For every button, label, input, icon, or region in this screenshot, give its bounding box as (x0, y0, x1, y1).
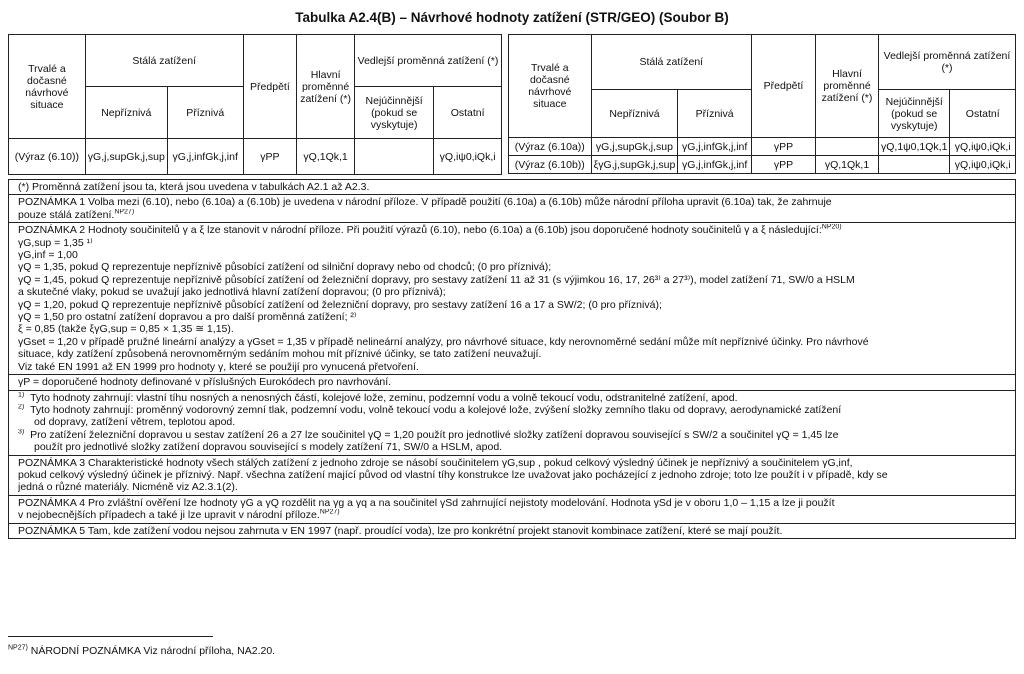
star-note: (*) Proměnná zatížení jsou ta, která jsou uvedena v tabulkách A2.1 až A2.3. (18, 181, 370, 193)
notes-block (8, 179, 1016, 539)
table-row (509, 156, 1016, 174)
header-others: Ostatní (434, 87, 502, 139)
cell-prestress: γPP (751, 156, 815, 174)
coef-line: γQ = 1,45, pokud Q reprezentuje nepříznivě působící zatížení od železniční dopravy, pro sestavy zatížení 11 až 31 (s výjimkou 16, 17, 26³⁾ a 27³⁾), model zatížení 71, SW/0 a HSLM (18, 273, 855, 286)
design-values-table-6-10 (8, 34, 502, 175)
footnote-divider (8, 636, 213, 637)
gamma-p-note: γP = doporučené hodnoty definované v příslušných Eurokódech pro navrhování. (9, 374, 1015, 389)
coef-line: a skutečné vlaky, pokud se uvažují jako jednotlivá hlavní zatížení dopravou; (0 pro příznivá); (18, 286, 446, 299)
coef-line: ξ = 0,85 (takže ξγG,sup = 0,85 × 1,35 ≅ 1,15). (18, 323, 234, 336)
coef-line: γQ = 1,50 pro ostatní zatížení dopravou a pro další proměnná zatížení; ²⁾ (18, 311, 357, 324)
cell-main (878, 156, 949, 174)
coef-line: γQ = 1,35, pokud Q reprezentuje nepříznivě působící zatížení od silniční dopravy nebo od chodců; (0 pro příznivá); (18, 261, 552, 274)
header-prestress: Předpětí (243, 35, 297, 139)
cell-unfavourable: ξγG,j,supGk,j,sup (591, 156, 678, 174)
design-values-table-6-10ab (508, 34, 1016, 174)
header-situation: Trvalé a dočasné návrhové situace (509, 35, 592, 138)
cell-favourable: γG,j,infGk,j,inf (678, 138, 752, 156)
header-permanent: Stálá zatížení (591, 35, 751, 90)
footnote-2: $^{2)}$ Tyto hodnoty zahrnují: proměnný vodorovný zemní tlak, podzemní vodu, volně tekoucí vodu a kolejové lože, zvýšení složky zemního tlaku od dopravy, aerodynamické zatížení (18, 403, 842, 416)
note-1: POZNÁMKA 1 Volba mezi (6.10), nebo (6.10a) a (6.10b) je uvedena v národní příloze. V případě použití (6.10a) a (6.10b) může národní příloha upravit (6.10a) tak, že zahrnuje pouze stálá zatížení.$^{NP27)}$ (9, 194, 1015, 222)
note-4: POZNÁMKA 4 Pro zvláštní ověření lze hodnoty γG a γQ rozdělit na γg a γq a na součinitel γSd zahrnující nejistoty modelování. Hodnota γSd je v oboru 1,0 – 1,15 a lze ji použít v nejobecnějších případech a také ji lze upravit v národní příloze.$^{NP27)}$ (9, 495, 1015, 523)
cell-prestress: γPP (243, 139, 297, 175)
header-permanent: Stálá zatížení (85, 35, 243, 87)
footnote-3: $^{3)}$ Pro zatížení železniční dopravou u sestav zatížení 26 a 27 lze součinitel γQ = 1,20 použít pro jednotlivé složky zatížení dopravou související s SW/2 a součinitel γQ = 1,45 lze (18, 428, 839, 441)
cell-leading: γQ,1Qk,1 (816, 156, 879, 174)
cell-main (354, 139, 433, 175)
cell-others: γQ,iψ0,iQk,i (950, 156, 1016, 174)
header-main: Nejúčinnější (pokud se vyskytuje) (354, 87, 433, 139)
row-label: (Výraz (6.10b)) (509, 156, 592, 174)
header-unfavourable: Nepříznivá (85, 87, 167, 139)
coef-line: situace, kdy zatížení způsobená nerovnoměrným sedáním mohou mít příznivé účinky, se tato zatížení neuvažují. (18, 348, 542, 361)
cell-leading (816, 138, 879, 156)
coef-line: γG,sup = 1,35 ¹⁾ (18, 236, 93, 249)
coef-line: γG,inf = 1,00 (18, 249, 78, 262)
row-label: (Výraz (6.10a)) (509, 138, 592, 156)
note-2: POZNÁMKA 2 Hodnoty součinitelů γ a ξ lze stanovit v národní příloze. Při použití výrazů (6.10), nebo (6.10a) a (6.10b) jsou doporučené hodnoty součinitelů γ a ξ následující:$^{NP20)}$ γG,sup = 1,35 ¹⁾ γG,inf = 1,00 γQ = 1,35, pokud Q reprezentuje nepříznivě působící zatížení od silniční dopravy nebo od chodců; (0 pro příznivá); γQ = 1,45, pokud Q reprezentuje nepříznivě působící zatížení od železniční dopravy, pro sestavy zatížení 11 až 31 (s výjimkou 16, 17, 26³⁾ a 27³⁾), model zatížení 71, SW/0 a HSLM a skutečné vlaky, pokud se uvažují jako jednotlivá hlavní zatížení dopravou; (0 pro příznivá); γQ = 1,20, pokud Q reprezentuje nepříznivě působící zatížení od železniční dopravy, pro sestavy zatížení 16 a 17 a SW/2; (0 pro příznivá); γQ = 1,50 pro ostatní zatížení dopravou a pro další proměnná zatížení; ²⁾ ξ = 0,85 (takže ξγG,sup = 0,85 × 1,35 ≅ 1,15). γGset = 1,20 v případě pružné lineární analýzy a γGset = 1,35 v případě nelineární analýzy, pro návrhové situace, kdy nerovnoměrné sedání může mít nepříznivé účinky. Pro návrhové situace, kdy zatížení způsobená nerovnoměrným sedáním mohou mít příznivé účinky, se tato zatížení neuvažují. Viz také EN 1991 až EN 1999 pro hodnoty γ, které se použijí pro vynucená přetvoření. (9, 222, 1015, 374)
cell-leading: γQ,1Qk,1 (297, 139, 355, 175)
footnote-1: $^{1)}$ Tyto hodnoty zahrnují: vlastní tíhu nosných a nenosných částí, kolejové lože, zeminu, podzemní vodu a volně tekoucí vodu, odstranitelné zatížení, apod. $^{2)}$ Tyto hodnoty zahrnují: proměnný vodorovný zemní tlak, podzemní vodu, volně tekoucí vodu a kolejové lože, zvýšení složky zemního tlaku od dopravy, aerodynamické zatížení od dopravy, zatížení větrem, teplotou apod. $^{3)}$ Pro zatížení železniční dopravou u sestav zatížení 26 a 27 lze součinitel γQ = 1,20 použít pro jednotlivé složky zatížení dopravou související s SW/2 a součinitel γQ = 1,45 lze použít pro jednotlivé složky zatížení dopravou související s modely zatížení 71, SW/0 a HSLM, apod. (9, 390, 1015, 455)
header-accompanying: Vedlejší proměnná zatížení (*) (354, 35, 501, 87)
table-title: Tabulka A2.4(B) – Návrhové hodnoty zatížení (STR/GEO) (Soubor B) (295, 10, 729, 25)
header-favourable: Příznivá (167, 87, 243, 139)
national-footnote: $^{NP27)}$ NÁRODNÍ POZNÁMKA Viz národní příloha, NA2.20. (8, 644, 276, 657)
header-unfavourable: Nepříznivá (591, 90, 678, 138)
table-row (509, 138, 1016, 156)
coef-line: γQ = 1,20, pokud Q reprezentuje nepříznivě působící zatížení od železniční dopravy, pro sestavy zatížení 16 a 17 a SW/2; (0 pro příznivá); (18, 298, 662, 311)
cell-unfavourable: γG,j,supGk,j,sup (591, 138, 678, 156)
header-leading: Hlavní proměnné zatížení (*) (816, 35, 879, 138)
cell-favourable: γG,j,infGk,j,inf (678, 156, 752, 174)
cell-prestress: γPP (751, 138, 815, 156)
header-situation: Trvalé a dočasné návrhové situace (9, 35, 86, 139)
cell-others: γQ,iψ0,iQk,i (434, 139, 502, 175)
note-5: POZNÁMKA 5 Tam, kde zatížení vodou nejsou zahrnuta v EN 1997 (např. proudící voda), lze pro konkrétní projekt stanovit kombinace zatížení, které se mají použít. (9, 523, 1015, 538)
coef-line: Viz také EN 1991 až EN 1999 pro hodnoty γ, které se použijí pro vynucená přetvoření. (18, 360, 419, 373)
header-main: Nejúčinnější (pokud se vyskytuje) (878, 90, 949, 138)
cell-favourable: γG,j,infGk,j,inf (167, 139, 243, 175)
cell-main: γQ,1ψ0,1Qk,1 (878, 138, 949, 156)
header-others: Ostatní (950, 90, 1016, 138)
header-prestress: Předpětí (751, 35, 815, 138)
header-favourable: Příznivá (678, 90, 752, 138)
header-accompanying: Vedlejší proměnná zatížení (*) (878, 35, 1015, 90)
header-leading: Hlavní proměnné zatížení (*) (297, 35, 355, 139)
cell-unfavourable: γG,j,supGk,j,sup (85, 139, 167, 175)
coef-line: γGset = 1,20 v případě pružné lineární analýzy a γGset = 1,35 v případě nelineární analýzy, pro návrhové situace, kdy nerovnoměrné sedání může mít nepříznivé účinky. Pro návrhové (18, 335, 869, 348)
note-3: POZNÁMKA 3 Charakteristické hodnoty všech stálých zatížení z jednoho zdroje se násobí součinitelem γG,sup , pokud celkový výsledný účinek je nepříznivý a součinitelem γG,inf, pokud celkový výsledný účinek je příznivý. Např. všechna zatížení mající původ od vlastní tíhy konstrukce lze uvažovat jako pocházející z jednoho zdroje; toto lze použít i v případě, kdy se jedná o různé materiály. Nicméně viz A2.3.1(2). (9, 455, 1015, 495)
cell-others: γQ,iψ0,iQk,i (950, 138, 1016, 156)
row-label: (Výraz (6.10)) (9, 139, 86, 175)
